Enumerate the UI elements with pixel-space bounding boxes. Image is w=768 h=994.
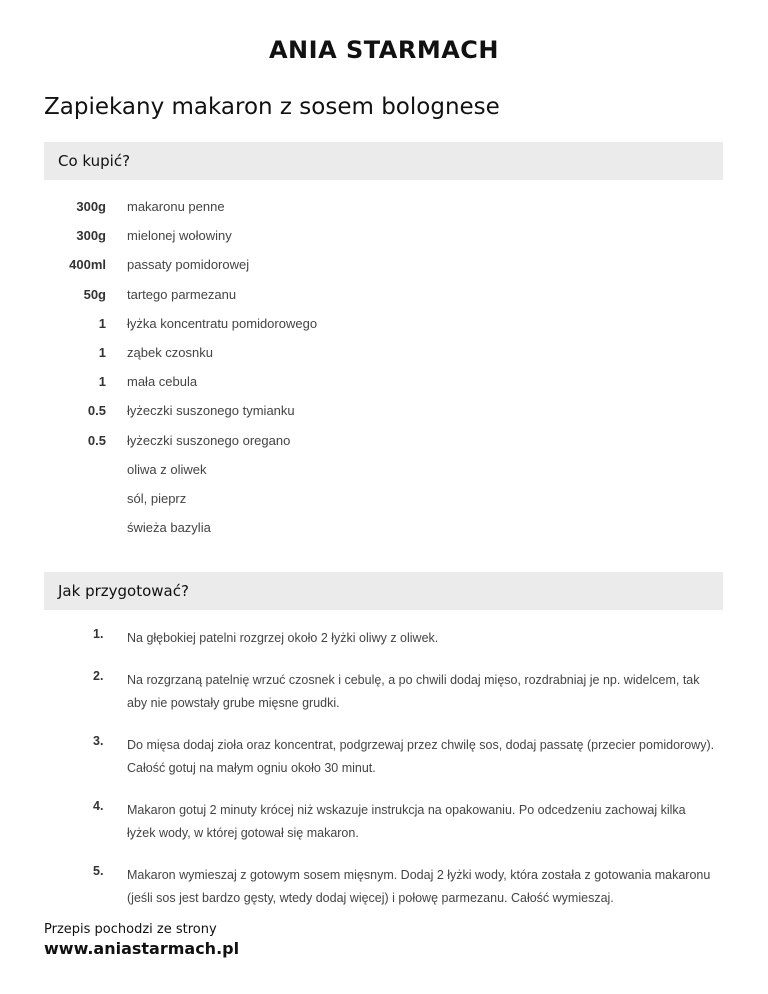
ingredient-name: oliwa z oliwek <box>127 461 207 477</box>
ingredient-quantity: 300g <box>76 228 106 244</box>
step-number: 3. <box>93 733 104 748</box>
ingredient-list <box>44 194 723 544</box>
brand-logo: ANIA STARMACH <box>268 36 500 64</box>
ingredient-row <box>44 515 723 544</box>
ingredient-name: passaty pomidorowej <box>127 257 250 273</box>
ingredient-row <box>44 369 723 398</box>
ingredient-name: makaronu penne <box>127 199 225 214</box>
footer-website-link[interactable]: www.aniastarmach.pl <box>44 939 240 958</box>
ingredient-quantity: 400ml <box>69 257 106 273</box>
ingredient-name: łyżeczki suszonego tymianku <box>127 403 295 419</box>
ingredient-row <box>44 340 723 369</box>
shopping-section-title: Co kupić? <box>58 152 131 170</box>
step-text: Na głębokiej patelni rozgrzej około 2 łyżki oliwy z oliwek. <box>127 631 439 645</box>
step-text: Makaron gotuj 2 minuty krócej niż wskazuje instrukcja na opakowaniu. Po odcedzeniu zachowaj kilka łyżek wody, w której gotował się makaron. <box>127 802 686 840</box>
ingredient-row <box>44 252 723 281</box>
step-item <box>44 627 723 651</box>
ingredient-row <box>44 223 723 252</box>
step-number: 2. <box>93 668 104 683</box>
step-number: 4. <box>93 798 104 813</box>
ingredient-row <box>44 428 723 457</box>
ingredient-quantity: 1 <box>98 315 106 331</box>
ingredient-name: mielonej wołowiny <box>127 228 232 244</box>
ingredient-row <box>44 398 723 427</box>
step-item <box>44 799 723 846</box>
ingredient-quantity: 1 <box>98 374 106 390</box>
ingredient-row <box>44 311 723 340</box>
ingredient-quantity: 0.5 <box>87 432 106 448</box>
shopping-section-header <box>44 142 723 180</box>
ingredient-row <box>44 457 723 486</box>
ingredient-quantity: 50g <box>83 286 106 302</box>
step-text: Na rozgrzaną patelnię wrzuć czosnek i cebulę, a po chwili dodaj mięso, rozdrabniaj je np. widelcem, tak aby nie powstały grube mięsne grudki. <box>127 672 700 710</box>
step-text: Makaron wymieszaj z gotowym sosem mięsnym. Dodaj 2 łyżki wody, która została z gotowania makaronu (jeśli sos jest bardzo gęsty, wtedy dodaj więcej) i połowę parmezanu. Całość wymieszaj. <box>127 867 711 905</box>
ingredient-row <box>44 282 723 311</box>
ingredient-name: łyżeczki suszonego oregano <box>127 432 291 448</box>
step-item <box>44 669 723 716</box>
ingredient-quantity: 1 <box>98 344 106 360</box>
page-title: Zapiekany makaron z sosem bolognese <box>44 94 500 120</box>
ingredient-name: łyżka koncentratu pomidorowego <box>127 315 318 331</box>
step-item <box>44 734 723 781</box>
ingredient-quantity: 300g <box>76 199 106 214</box>
step-number: 1. <box>93 627 104 641</box>
footer-source-label: Przepis pochodzi ze strony <box>44 922 217 937</box>
step-list <box>44 627 723 911</box>
ingredient-row <box>44 486 723 515</box>
step-text: Do mięsa dodaj zioła oraz koncentrat, podgrzewaj przez chwilę sos, dodaj passatę (przecier pomidorowy). Całość gotuj na małym ogniu około 30 minut. <box>127 737 715 775</box>
preparation-section-title: Jak przygotować? <box>58 582 189 600</box>
ingredient-row <box>44 194 723 223</box>
step-item <box>44 864 723 911</box>
preparation-section-header <box>44 572 723 610</box>
ingredient-name: mała cebula <box>127 374 198 390</box>
ingredient-name: ząbek czosnku <box>127 344 213 360</box>
step-number: 5. <box>93 863 104 878</box>
ingredient-name: sól, pieprz <box>127 490 187 506</box>
ingredient-name: świeża bazylia <box>127 520 211 536</box>
ingredient-quantity: 0.5 <box>87 403 106 419</box>
ingredient-name: tartego parmezanu <box>127 286 237 302</box>
